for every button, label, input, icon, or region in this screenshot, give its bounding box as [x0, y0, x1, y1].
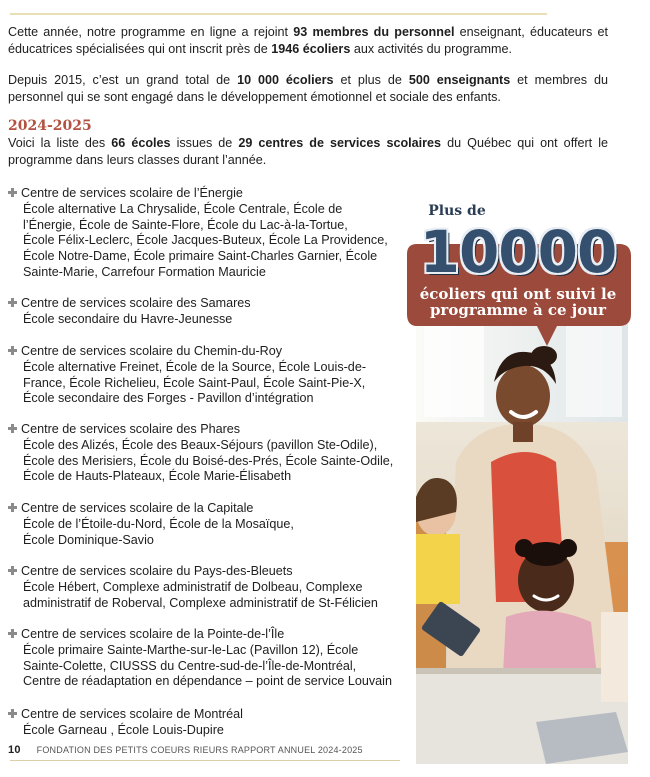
plus-icon	[8, 503, 17, 512]
school-line: École alternative Freinet, École de la Source, École Louis-de-	[23, 359, 367, 374]
plus-icon	[8, 709, 17, 718]
centre-name: Centre de services scolaire de l’Énergie	[21, 186, 243, 200]
school-line: École Notre-Dame, École primaire Saint-Charles Garnier, École	[23, 249, 378, 264]
intro-paragraph-2: Depuis 2015, c’est un grand total de 10 000 écoliers et plus de 500 enseignants et membres du personnel qui se sont engagé dans le développement émotionnel et sociale des enfants.	[8, 73, 608, 104]
plus-icon	[8, 346, 17, 355]
centre-item	[8, 627, 408, 690]
centre-name: Centre de services scolaire de Montréal	[21, 707, 243, 721]
school-line: École Garneau , École Louis-Dupire	[23, 722, 224, 737]
school-line: École Hébert, Complexe administratif de Dolbeau, Complexe	[23, 579, 363, 594]
school-line: Sainte-Colette, CIUSSS du Centre-sud-de-l’Île-de-Montréal,	[23, 658, 357, 673]
school-line: Sainte-Marie, Carrefour Formation Mauricie	[23, 264, 266, 279]
school-line: l’Énergie, École de Sainte-Flore, École du Lac-à-la-Tortue,	[23, 217, 348, 232]
plus-icon	[8, 298, 17, 307]
top-divider	[10, 13, 547, 15]
centre-item	[8, 296, 408, 328]
footer-text: FONDATION DES PETITS COEURS RIEURS RAPPORT ANNUEL 2024-2025	[36, 745, 363, 755]
school-line: École alternative La Chrysalide, École Centrale, École de	[23, 201, 343, 216]
centre-item	[8, 501, 408, 548]
school-line: École primaire Sainte-Marthe-sur-le-Lac (Pavillon 12), École	[23, 642, 359, 657]
centre-item	[8, 564, 408, 611]
centre-name: Centre de services scolaire des Phares	[21, 422, 241, 436]
centre-name: Centre de services scolaire des Samares	[21, 296, 251, 310]
school-line: administratif de Roberval, Complexe administratif de St-Félicien	[23, 595, 378, 610]
plus-icon	[8, 566, 17, 575]
plus-icon	[8, 188, 17, 197]
schools-intro-paragraph: Voici la liste des 66 écoles issues de 29 centres de services scolaires du Québec qui ont offert le programme dans leurs classes durant l’année.	[8, 136, 608, 167]
bottom-divider	[10, 760, 400, 761]
school-line: École de Hauts-Plateaux, École Marie-Élisabeth	[23, 469, 292, 484]
centre-name: Centre de services scolaire de la Pointe-de-l’Île	[21, 627, 285, 641]
school-line: École de l’Étoile-du-Nord, École de la Mosaïque,	[23, 516, 294, 531]
school-line: École des Alizés, École des Beaux-Séjours (pavillon Ste-Odile),	[23, 437, 378, 452]
school-line: École Dominique-Savio	[23, 532, 154, 547]
school-line: École secondaire des Forges - Pavillon d’intégration	[23, 391, 314, 406]
callout-number: 10000	[419, 218, 617, 286]
plus-icon	[8, 629, 17, 638]
classroom-photo	[416, 312, 628, 764]
school-line: École secondaire du Havre-Jeunesse	[23, 311, 233, 326]
callout-prefix: Plus de	[428, 203, 486, 219]
stat-callout	[397, 196, 639, 356]
centre-name: Centre de services scolaire du Chemin-du-Roy	[21, 344, 283, 358]
intro-paragraph-1: Cette année, notre programme en ligne a rejoint 93 membres du personnel enseignant, éducateurs et éducatrices spécialisées qui ont inscrit près de 1946 écoliers aux activités du programme.	[8, 25, 608, 56]
callout-line-2: programme à ce jour	[429, 301, 607, 319]
centre-item	[8, 422, 408, 485]
page-number: 10	[8, 744, 21, 756]
year-heading: 2024-2025	[8, 118, 92, 134]
school-line: France, École Richelieu, École Saint-Paul, École Saint-Pie-X,	[23, 375, 366, 390]
callout-line-1: écoliers qui ont suivi le	[419, 285, 617, 303]
centre-item	[8, 344, 408, 407]
centre-item	[8, 186, 408, 281]
centre-item	[8, 707, 408, 739]
centre-name: Centre de services scolaire de la Capitale	[21, 501, 254, 515]
school-line: École des Merisiers, École du Boisé-des-Prés, École Sainte-Odile,	[23, 453, 394, 468]
plus-icon	[8, 424, 17, 433]
school-line: École Félix-Leclerc, École Jacques-Buteux, École La Providence,	[23, 233, 388, 248]
page-footer	[8, 744, 363, 756]
centre-name: Centre de services scolaire du Pays-des-Bleuets	[21, 564, 293, 578]
school-line: Centre de réadaptation en dépendance – point de service Louvain	[23, 674, 392, 689]
